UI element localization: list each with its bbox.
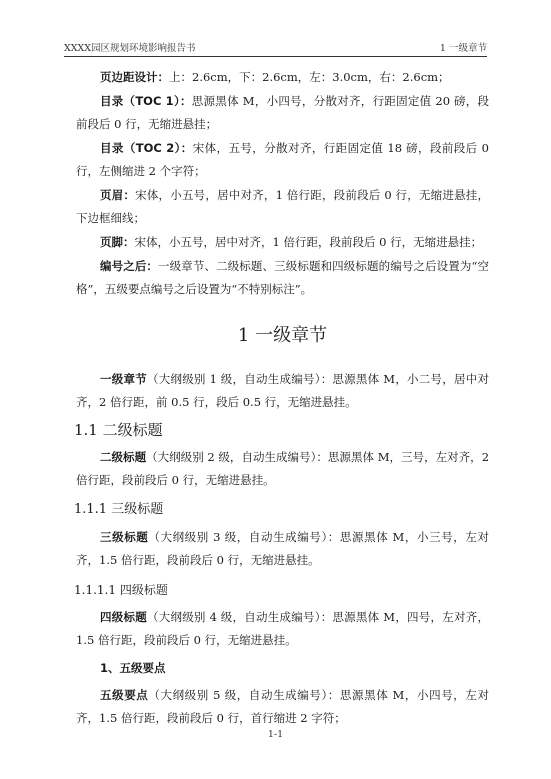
heading-number: 1.1.1 — [74, 502, 108, 517]
paragraph-footer-style — [76, 231, 489, 254]
paragraph-toc1 — [76, 90, 489, 136]
paragraph-text: （大纲级别 2 级，自动生成编号）：思源黑体 M，三号，左对齐，2 倍行距，段前段后 0 行，无缩进悬挂。 — [76, 450, 490, 487]
header-left-title: XXXX园区规划环境影响报告书 — [64, 43, 196, 54]
paragraph-text: 宋体，五号，分散对齐，行距固定值 18 磅，段前段后 0 行，左侧缩进 2 个字符； — [76, 141, 489, 178]
paragraph-text: （大纲级别 3 级，自动生成编号）：思源黑体 M，小三号，左对齐，1.5 倍行距，段前段后 0 行，无缩进悬挂。 — [76, 530, 489, 567]
paragraph-h5-desc — [76, 684, 489, 730]
paragraph-label: 页眉： — [100, 188, 136, 202]
paragraph-text: 宋体，小五号，居中对齐，1 倍行距，段前段后 0 行，无缩进悬挂，下边框细线； — [76, 188, 490, 225]
heading-level-1 — [76, 321, 489, 351]
paragraph-text: 上：2.6cm，下：2.6cm，左：3.0cm，右：2.6cm； — [169, 70, 450, 84]
paragraph-text: 宋体，小五号，居中对齐，1 倍行距，段前段后 0 行，无缩进悬挂； — [134, 235, 483, 249]
paragraph-toc2 — [76, 137, 489, 183]
paragraph-label: 三级标题 — [100, 530, 149, 544]
heading-text: 一级章节 — [255, 325, 328, 346]
heading-number: 1.1.1.1 — [74, 583, 116, 597]
paragraph-label: 页脚： — [100, 235, 135, 249]
paragraph-label: 二级标题 — [100, 450, 147, 464]
heading-number: 1.1 — [74, 421, 98, 439]
heading-text: 二级标题 — [102, 421, 163, 439]
paragraph-text: （大纲级别 5 级，自动生成编号）：思源黑体 M，小四号，左对齐，1.5 倍行距，段前段后 0 行，首行缩进 2 字符； — [76, 688, 489, 725]
paragraph-label: 一级章节 — [100, 372, 147, 386]
page-footer — [0, 729, 551, 740]
paragraph-text: 一级章节、二级标题、三级标题和四级标题的编号之后设置为“空格”，五级要点编号之后设置为“不特别标注”。 — [76, 259, 489, 296]
heading-number: 1、 — [100, 661, 120, 675]
heading-text: 三级标题 — [111, 502, 164, 517]
paragraph-label: 编号之后： — [100, 259, 159, 273]
paragraph-label: 页边距设计： — [100, 70, 169, 84]
paragraph-margins — [76, 66, 489, 89]
page-body — [76, 66, 489, 731]
paragraph-text: （大纲级别 4 级，自动生成编号）：思源黑体 M，四号，左对齐，1.5 倍行距，段前段后 0 行，无缩进悬挂。 — [76, 610, 489, 647]
paragraph-header-style — [76, 184, 489, 230]
paragraph-label: 目录（TOC 2）： — [100, 141, 193, 155]
paragraph-h2-desc — [76, 446, 489, 492]
paragraph-text: （大纲级别 1 级，自动生成编号）：思源黑体 M，小二号，居中对齐，2 倍行距，前 0.5 行，段后 0.5 行，无缩进悬挂。 — [76, 372, 489, 409]
paragraph-text: 思源黑体 M，小四号，分散对齐，行距固定值 20 磅，段前段后 0 行，无缩进悬挂； — [76, 94, 489, 131]
heading-level-3 — [74, 498, 489, 522]
paragraph-label: 五级要点 — [100, 688, 149, 702]
heading-level-5 — [100, 656, 489, 680]
heading-text: 五级要点 — [119, 661, 166, 675]
paragraph-h3-desc — [76, 526, 489, 572]
page-header — [64, 38, 487, 57]
paragraph-label: 目录（TOC 1）： — [100, 94, 192, 108]
paragraph-h4-desc — [76, 606, 489, 652]
page-number: 1-1 — [267, 729, 284, 740]
paragraph-h1-desc — [76, 368, 489, 414]
heading-level-4 — [74, 578, 489, 602]
heading-number: 1 — [237, 325, 250, 346]
paragraph-numbering — [76, 255, 489, 301]
heading-level-2 — [74, 418, 489, 442]
paragraph-label: 四级标题 — [100, 610, 147, 624]
header-right-chapter: 1 一级章节 — [439, 43, 487, 54]
heading-text: 四级标题 — [119, 583, 168, 597]
